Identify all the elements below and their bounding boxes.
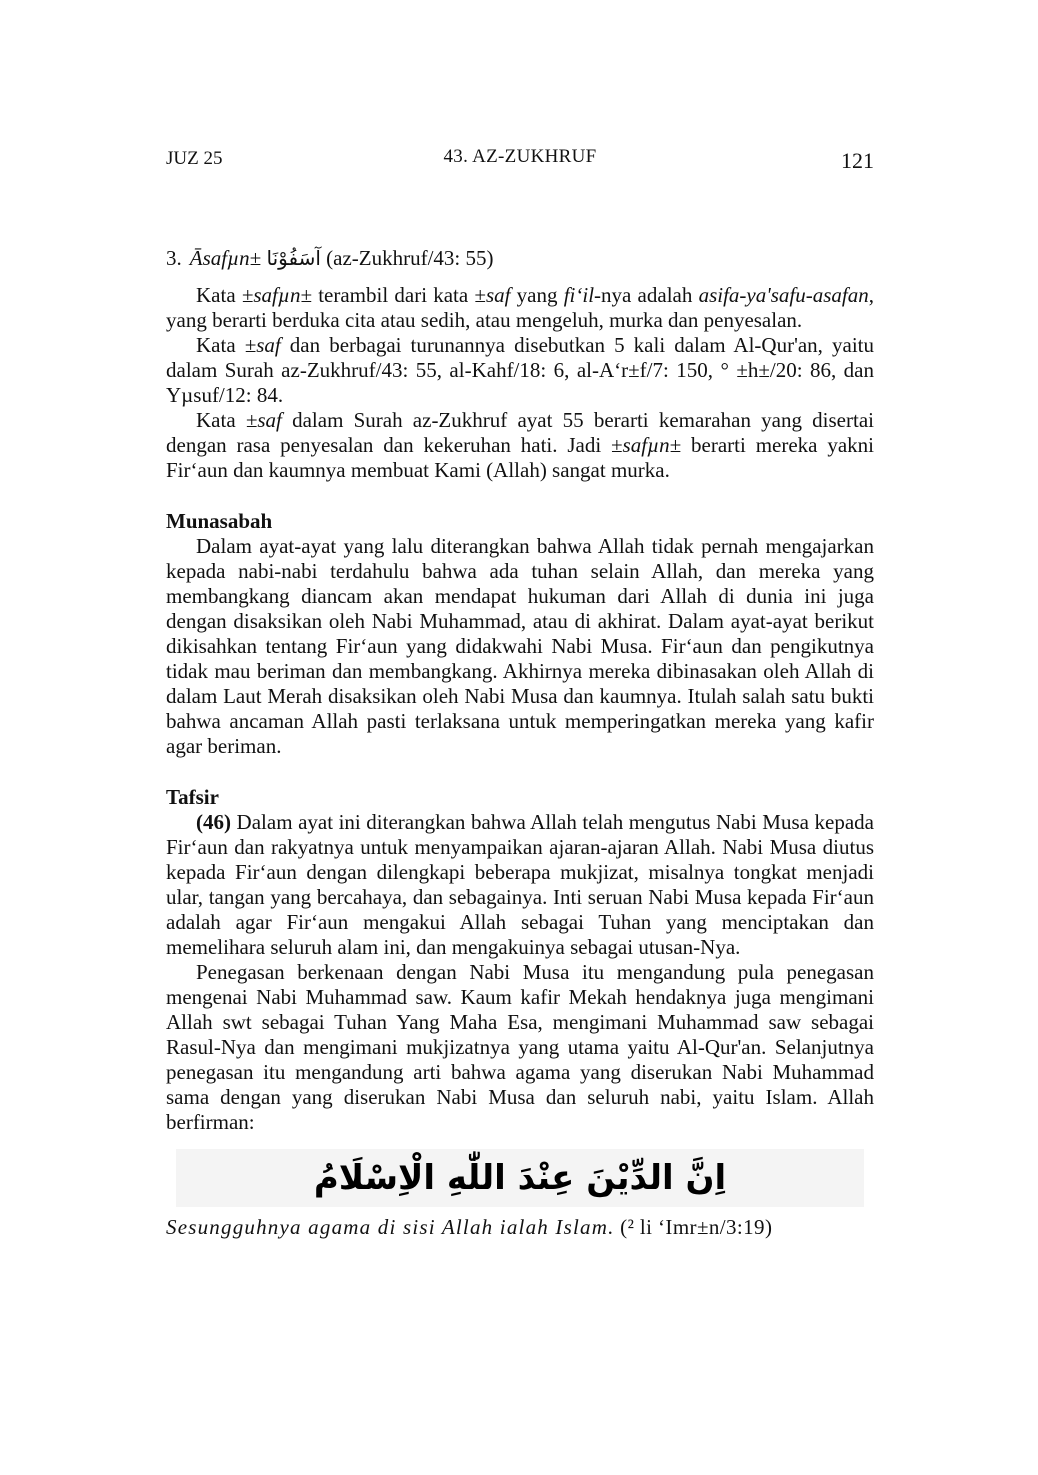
- text-span: -nya adalah: [594, 283, 699, 307]
- translation-text: Sesungguhnya agama di sisi Allah ialah Islam.: [166, 1215, 615, 1239]
- verse-number: (46): [196, 810, 231, 834]
- surah-title: 43. AZ-ZUKHRUF: [443, 146, 597, 167]
- tafsir-paragraph-2: Penegasan berkenaan dengan Nabi Musa itu mengandung pula penegasan mengenai Nabi Muhammad saw. Kaum kafir Mekah hendaknya juga mengimani Allah swt sebagai Tuhan Yang Maha Esa, mengimani Muhammad saw sebagai Rasul-Nya dan mengimani mukjizatnya yang utama yaitu Al-Qur'an. Selanjutnya penegasan itu mengandung arti bahwa agama yang diserukan Nabi Muhammad sama dengan yang diserukan Nabi Musa dan seluruh nabi, yaitu Islam. Allah berfirman:: [166, 960, 874, 1134]
- translation-reference: (² li ‘Imr±n/3:19): [614, 1215, 773, 1239]
- verse-translation: [166, 1215, 874, 1240]
- text-span: dan berbagai turunannya disebutkan 5 kali dalam Al-Qur'an, yaitu dalam Surah az-Zukhruf/43: 55, al-Kahf/18: 6, al-A‘r±f/7: 150, ° ±h±/20: 86, dan Yµsuf/12: 84.: [166, 333, 874, 407]
- text-span: yang: [510, 283, 564, 307]
- entry-number: 3.: [166, 246, 182, 270]
- quran-verse-block: [176, 1149, 864, 1207]
- text-span: , yang berarti berduka cita atau sedih, atau mengeluh, murka dan penyesalan.: [166, 283, 874, 332]
- page-header: [166, 146, 874, 176]
- quran-verse-arabic: اِنَّ الدِّيْنَ عِنْدَ اللّٰهِ الْاِسْلَامُ: [313, 1157, 727, 1198]
- page-number: 121: [841, 148, 874, 173]
- term-italic: asifa-ya'safu-asafan: [698, 283, 869, 307]
- text-span: Kata: [196, 408, 246, 432]
- term-italic: ±saf: [245, 408, 282, 432]
- text-span: dalam Surah az-Zukhruf ayat 55 berarti kemarahan yang disertai dengan rasa penyesalan dan kekeruhan hati. Jadi: [166, 408, 874, 457]
- term-italic: ±safµn±: [611, 433, 682, 457]
- term-italic: ±safµn±: [241, 283, 313, 307]
- page-body: [166, 246, 874, 1240]
- text-span: Kata: [196, 333, 245, 357]
- entry-term: Āsafµn±: [189, 246, 262, 270]
- section-gap: [166, 483, 874, 509]
- term-italic: ±saf: [244, 333, 281, 357]
- entry-arabic: آسَفُوْنَا: [266, 246, 321, 270]
- entry-reference: (az-Zukhruf/43: 55): [326, 246, 494, 270]
- vocab-paragraph-1: [166, 283, 874, 333]
- text-span: berarti mereka yakni Fir‘aun dan kaumnya membuat Kami (Allah) sangat murka.: [166, 433, 874, 482]
- term-italic: fi‘il: [563, 283, 595, 307]
- munasabah-heading: Munasabah: [166, 509, 273, 533]
- tafsir-paragraph-1: [166, 810, 874, 960]
- juz-label: JUZ 25: [166, 148, 223, 169]
- vocab-paragraph-2: [166, 333, 874, 408]
- term-italic: ±saf: [474, 283, 511, 307]
- vocab-entry: [166, 246, 874, 271]
- text-span: terambil dari kata: [312, 283, 475, 307]
- tafsir-heading: Tafsir: [166, 785, 219, 809]
- section-gap: [166, 759, 874, 785]
- vocab-paragraph-3: [166, 408, 874, 483]
- text-span: Kata: [196, 283, 242, 307]
- munasabah-paragraph: Dalam ayat-ayat yang lalu diterangkan bahwa Allah tidak pernah mengajarkan kepada nabi-nabi terdahulu bahwa ada tuhan selain Allah, dan mereka yang membangkang diancam akan mendapat hukuman dari Allah di dunia ini juga dengan disaksikan oleh Nabi Muhammad, atau di akhirat. Dalam ayat-ayat berikut dikisahkan tentang Fir‘aun yang didakwahi Nabi Musa. Fir‘aun dan pengikutnya tidak mau beriman dan membangkang. Akhirnya mereka dibinasakan oleh Allah di dalam Laut Merah disaksikan oleh Nabi Musa dan kaumnya. Itulah salah satu bukti bahwa ancaman Allah pasti terlaksana untuk memperingatkan mereka yang kafir agar beriman.: [166, 534, 874, 758]
- text-span: Dalam ayat ini diterangkan bahwa Allah telah mengutus Nabi Musa kepada Fir‘aun dan rakyatnya untuk menyampaikan ajaran-ajaran Allah. Nabi Musa diutus kepada Fir‘aun dengan dilengkapi beberapa mukjizat, misalnya tongkat menjadi ular, tangan yang bercahaya, dan sebagainya. Inti seruan Nabi Musa kepada Fir‘aun adalah agar Fir‘aun mengakui Allah sebagai Tuhan yang menciptakan dan memelihara seluruh alam ini, dan mengakuinya sebagai utusan-Nya.: [166, 810, 874, 959]
